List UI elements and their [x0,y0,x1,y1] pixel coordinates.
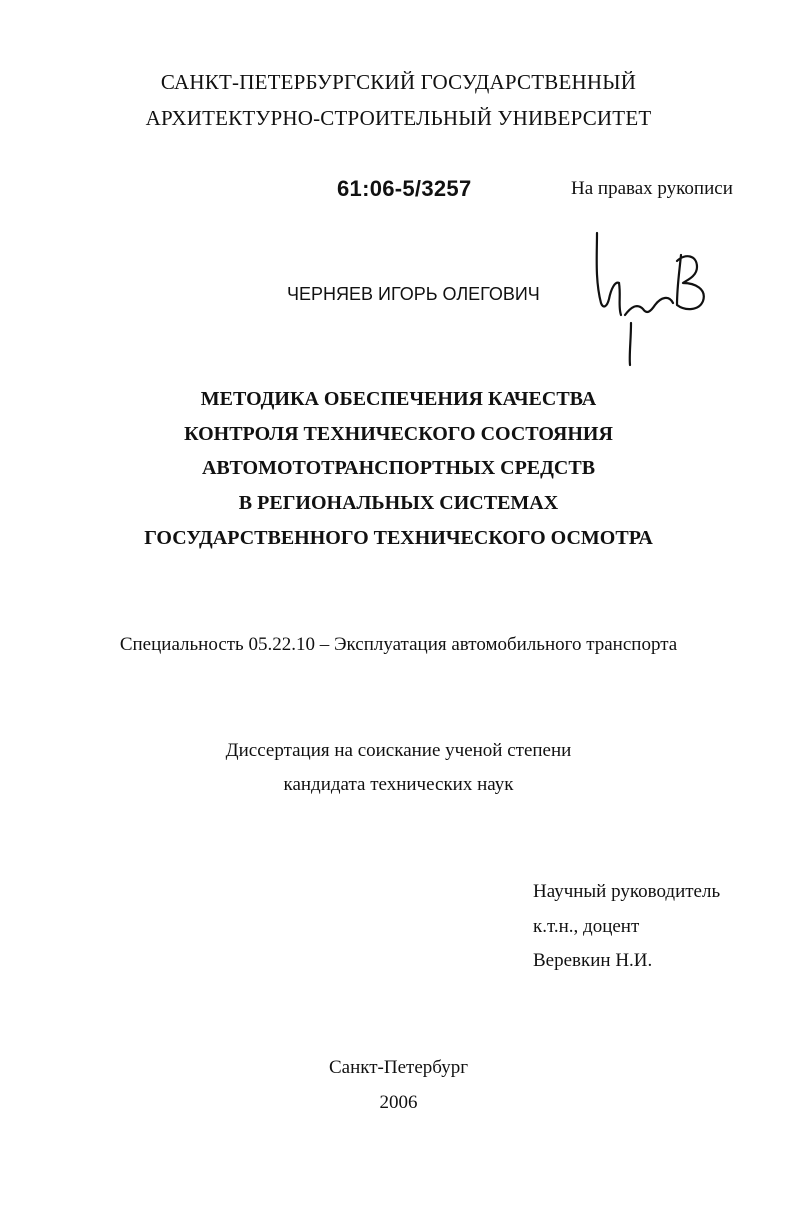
specialty: Специальность 05.22.10 – Эксплуатация автомобильного транспорта [119,634,678,655]
university-name-line1: САНКТ-ПЕТЕРБУРГСКИЙ ГОСУДАРСТВЕННЫЙ [160,70,637,94]
footer-year: 2006 [379,1092,418,1113]
university-name-line2: АРХИТЕКТУРНО-СТРОИТЕЛЬНЫЙ УНИВЕРСИТЕТ [145,106,652,130]
title-line-4: В РЕГИОНАЛЬНЫХ СИСТЕМАХ [238,492,559,514]
title-line-3: АВТОМОТОТРАНСПОРТНЫХ СРЕДСТВ [201,457,596,479]
supervisor-degree: к.т.н., доцент [533,916,640,937]
supervisor-name: Веревкин Н.И. [533,950,653,971]
catalog-code: 61:06-5/3257 [337,176,472,201]
footer-city: Санкт-Петербург [328,1057,468,1078]
rights-note: На правах рукописи [571,178,733,199]
dissertation-line1: Диссертация на соискание ученой степени [225,740,572,761]
title-line-1: МЕТОДИКА ОБЕСПЕЧЕНИЯ КАЧЕСТВА [200,388,597,410]
title-line-2: КОНТРОЛЯ ТЕХНИЧЕСКОГО СОСТОЯНИЯ [184,423,613,445]
signature-icon [585,225,720,370]
author-name: ЧЕРНЯЕВ ИГОРЬ ОЛЕГОВИЧ [287,284,540,304]
supervisor-role: Научный руководитель [533,881,721,902]
dissertation-line2: кандидата технических наук [283,774,514,795]
title-line-5: ГОСУДАРСТВЕННОГО ТЕХНИЧЕСКОГО ОСМОТРА [144,527,653,549]
